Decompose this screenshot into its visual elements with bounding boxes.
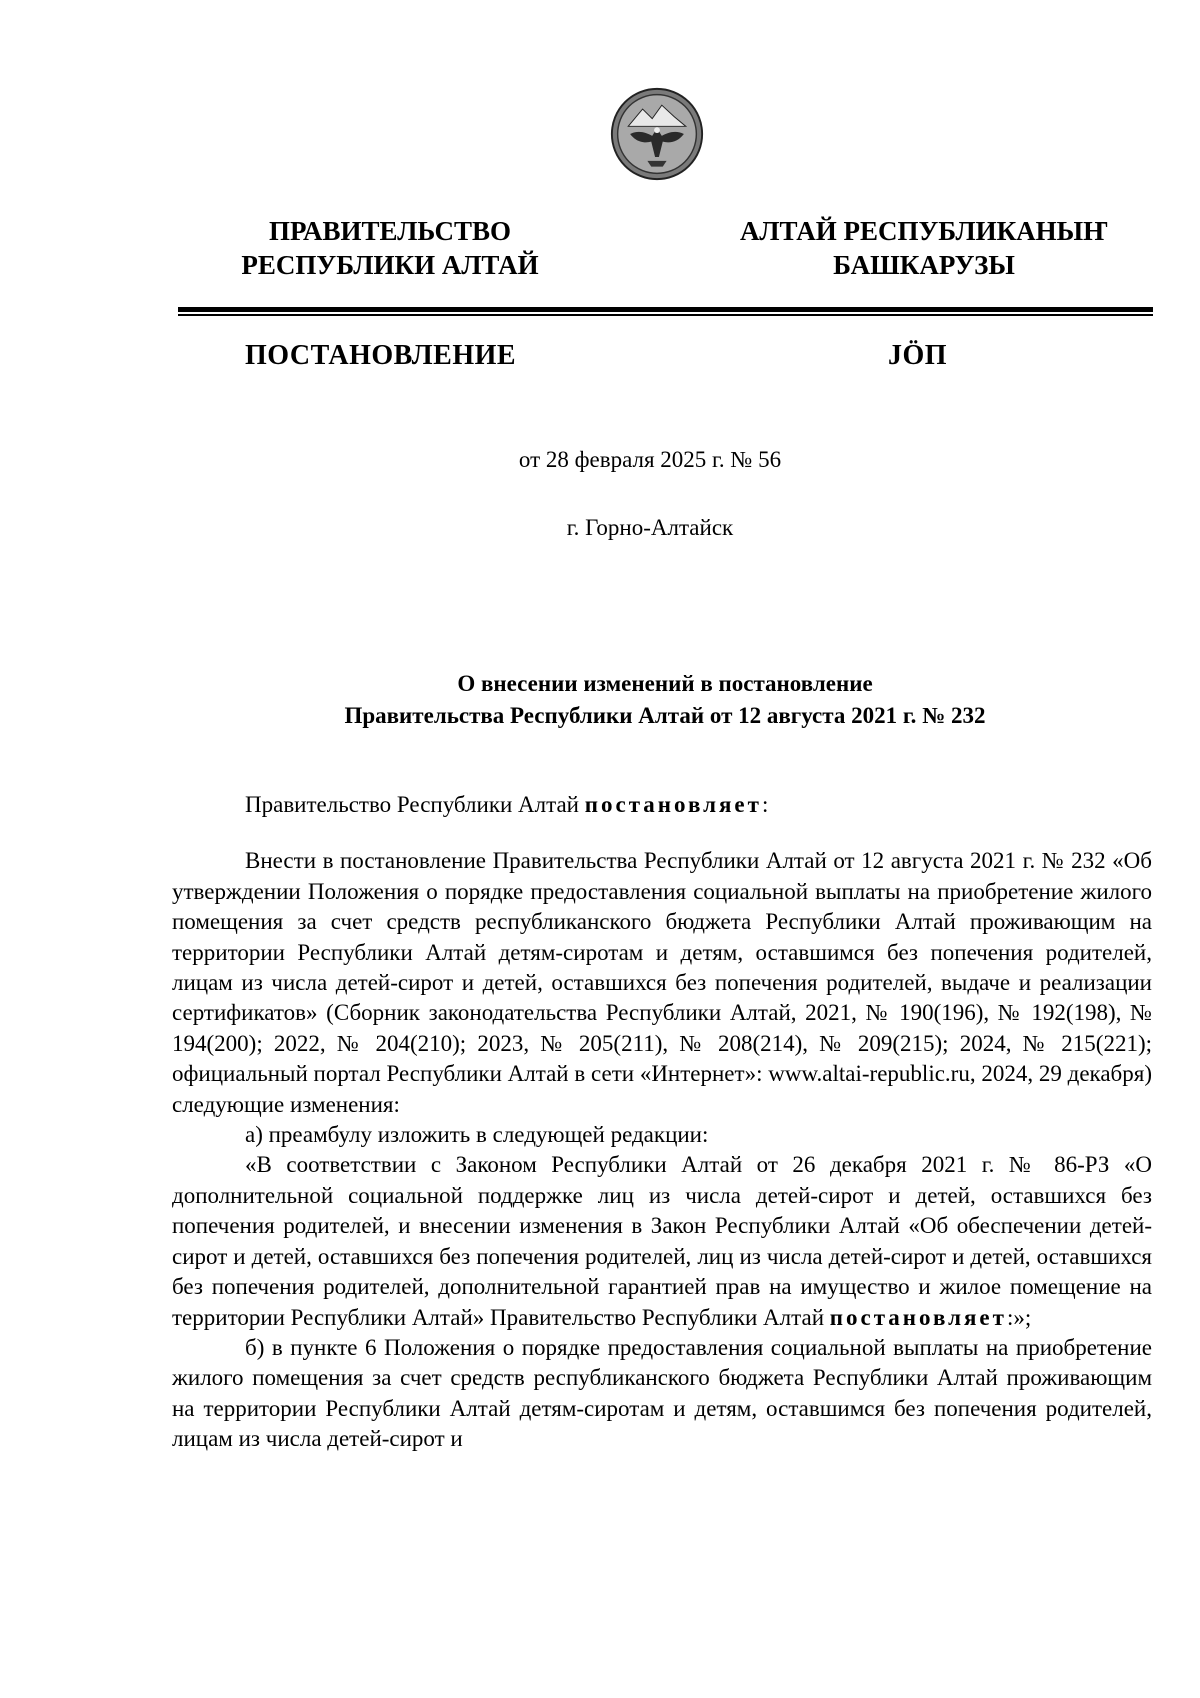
coat-of-arms-emblem xyxy=(609,86,705,182)
title-line1: О внесении изменений в постановление xyxy=(457,671,873,696)
document-title xyxy=(170,668,1160,732)
government-name-russian xyxy=(220,214,560,282)
header-left-line1: ПРАВИТЕЛЬСТВО xyxy=(268,216,512,246)
paragraph-item-b: б) в пункте 6 Положения о порядке предоставления социальной выплаты на приобретение жилого помещения за счет средств республиканского бюджета Республики Алтай проживающим на территории Республики Алтай детям-сиротам и детям, оставшимся без попечения родителей, лицам из числа детей-сирот и xyxy=(172,1334,1152,1452)
paragraph-item-a: а) преамбулу изложить в следующей редакции: xyxy=(245,1122,709,1148)
doc-type-altai: JÖП xyxy=(888,340,948,371)
document-body xyxy=(172,790,1152,1455)
intro-text: Правительство Республики Алтай xyxy=(245,792,585,817)
document-date-number: от 28 февраля 2025 г. № 56 xyxy=(518,447,782,472)
title-line2: Правительства Республики Алтай от 12 августа 2021 г. № 232 xyxy=(344,703,986,728)
header-divider-thick xyxy=(178,307,1153,312)
quote-text: «В соответствии с Законом Республики Алтай от 26 декабря 2021 г. № 86-РЗ «О дополнительной социальной поддержке лиц из числа детей-сирот и детей, оставшихся без попечения родителей, и внесении изменения в Закон Республики Алтай «Об обеспечении детей-сирот и детей, оставшихся без попечения родителей, лиц из числа детей-сирот и детей, оставшихся без попечения родителей, дополнительной гарантией прав на имущество и жилое помещение на территории Республики Алтай» Правительство Республики Алтай xyxy=(172,1152,1152,1330)
document-city: г. Горно-Алтайск xyxy=(566,515,734,540)
quote-end: :»; xyxy=(1006,1304,1032,1330)
header-left-line2: РЕСПУБЛИКИ АЛТАЙ xyxy=(241,250,539,280)
header-right-line2: БАШКАРУЗЫ xyxy=(833,250,1015,280)
paragraph-main: Внести в постановление Правительства Республики Алтай от 12 августа 2021 г. № 232 «Об утверждении Положения о порядке предоставления социальной выплаты на приобретение жилого помещения за счет средств республиканского бюджета Республики Алтай проживающим на территории Республики Алтай детям-сиротам и детям, оставшимся без попечения родителей, лицам из числа детей-сирот и детей, оставшихся без попечения родителей, выдаче и реализации сертификатов» (Сборник законодательства Республики Алтай, 2021, № 190(196), № 192(198), № 194(200); 2022, № 204(210); 2023, № 205(211), № 208(214), № 209(215); 2024, № 215(221); официальный портал Республики Алтай в сети «Интернет»: www.altai-republic.ru, 2024, 29 декабря) следующие изменения: xyxy=(172,848,1152,1117)
intro-paragraph xyxy=(172,790,1152,820)
quote-resolves: постановляет xyxy=(829,1304,1007,1330)
header-right-line1: АЛТАЙ РЕСПУБЛИКАНЫҤ xyxy=(739,216,1109,246)
government-name-altai xyxy=(714,214,1134,282)
doc-type-russian: ПОСТАНОВЛЕНИЕ xyxy=(245,340,517,371)
header-divider-thin xyxy=(178,314,1153,316)
intro-resolves: постановляет xyxy=(584,792,762,817)
paragraph-quote xyxy=(172,1150,1152,1332)
intro-colon: : xyxy=(761,792,769,817)
